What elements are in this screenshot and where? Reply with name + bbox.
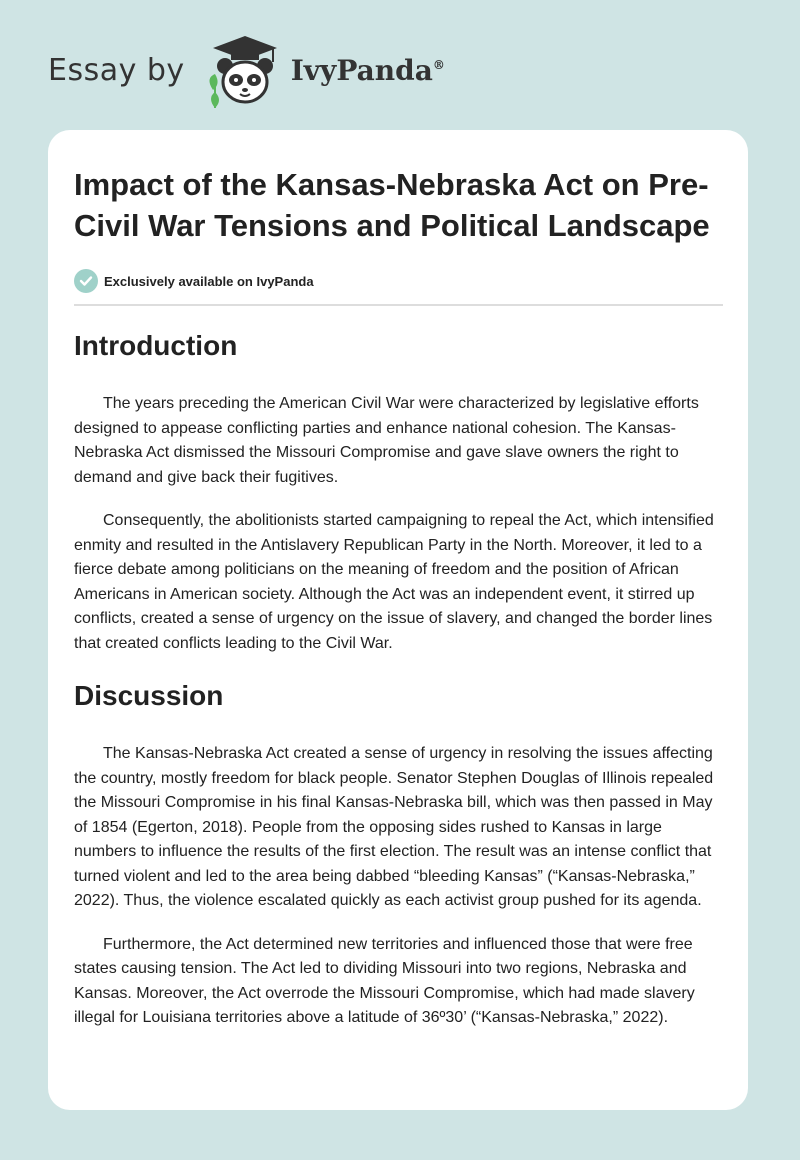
paragraph: Consequently, the abolitionists started campaigning to repeal the Act, which intensified enmity and resulted in the Antislavery Republican Party in the North. Moreover, it led to a fierce debate among politicians on the meaning of freedom and the position of African Americans in American society. Although the Act was an independent event, it stirred up conflicts, created a sense of urgency on the issue of slavery, and changed the border lines that created conflicts leading to the Civil War. [74, 512, 714, 652]
essay-by-label: Essay by [48, 52, 185, 88]
section-heading: Discussion [74, 680, 224, 711]
brand-text: IvyPanda [290, 53, 433, 87]
check-circle-icon [74, 269, 98, 293]
panda-logo-icon[interactable] [203, 30, 287, 110]
essay-title: Impact of the Kansas-Nebraska Act on Pre-Civil War Tensions and Political Landscape [74, 167, 710, 243]
paragraph: Furthermore, the Act determined new territories and influenced those that were free states causing tension. The Act led to dividing Missouri into two regions, Nebraska and Kansas. Moreover, the Act overrode the Missouri Compromise, which had made slavery illegal for Louisiana territories above a latitude of 36º30’ (“Kansas-Nebraska,” 2022). [74, 935, 695, 1026]
essay-card [48, 130, 748, 1110]
trademark-symbol: ® [432, 57, 445, 72]
paragraph: The years preceding the American Civil War were characterized by legislative efforts designed to appease conflicting parties and enhance national cohesion. The Kansas-Nebraska Act dismissed the Missouri Compromise and gave slave owners the right to demand and give back their fugitives. [74, 395, 699, 486]
site-header [48, 30, 445, 110]
title-divider [74, 304, 723, 306]
exclusive-badge-label: Exclusively available on IvyPanda [104, 273, 314, 289]
paragraph: The Kansas-Nebraska Act created a sense of urgency in resolving the issues affecting the country, mostly freedom for black people. Senator Stephen Douglas of Illinois repealed the Missouri Compromise in his final Kansas-Nebraska bill, which was then passed in May of 1854 (Egerton, 2018). People from the opposing sides rushed to Kansas in large numbers to influence the results of the first election. The result was an intense conflict that turned violent and led to the area being dabbed “bleeding Kansas” (“Kansas-Nebraska,” 2022). Thus, the violence escalated quickly as each activist group pushed for its agenda. [74, 745, 714, 909]
essay-content [74, 164, 723, 1031]
section-heading: Introduction [74, 330, 238, 361]
exclusive-badge [74, 268, 723, 294]
brand-name[interactable] [291, 54, 445, 87]
section-discussion [74, 678, 723, 1031]
section-introduction [74, 328, 723, 656]
